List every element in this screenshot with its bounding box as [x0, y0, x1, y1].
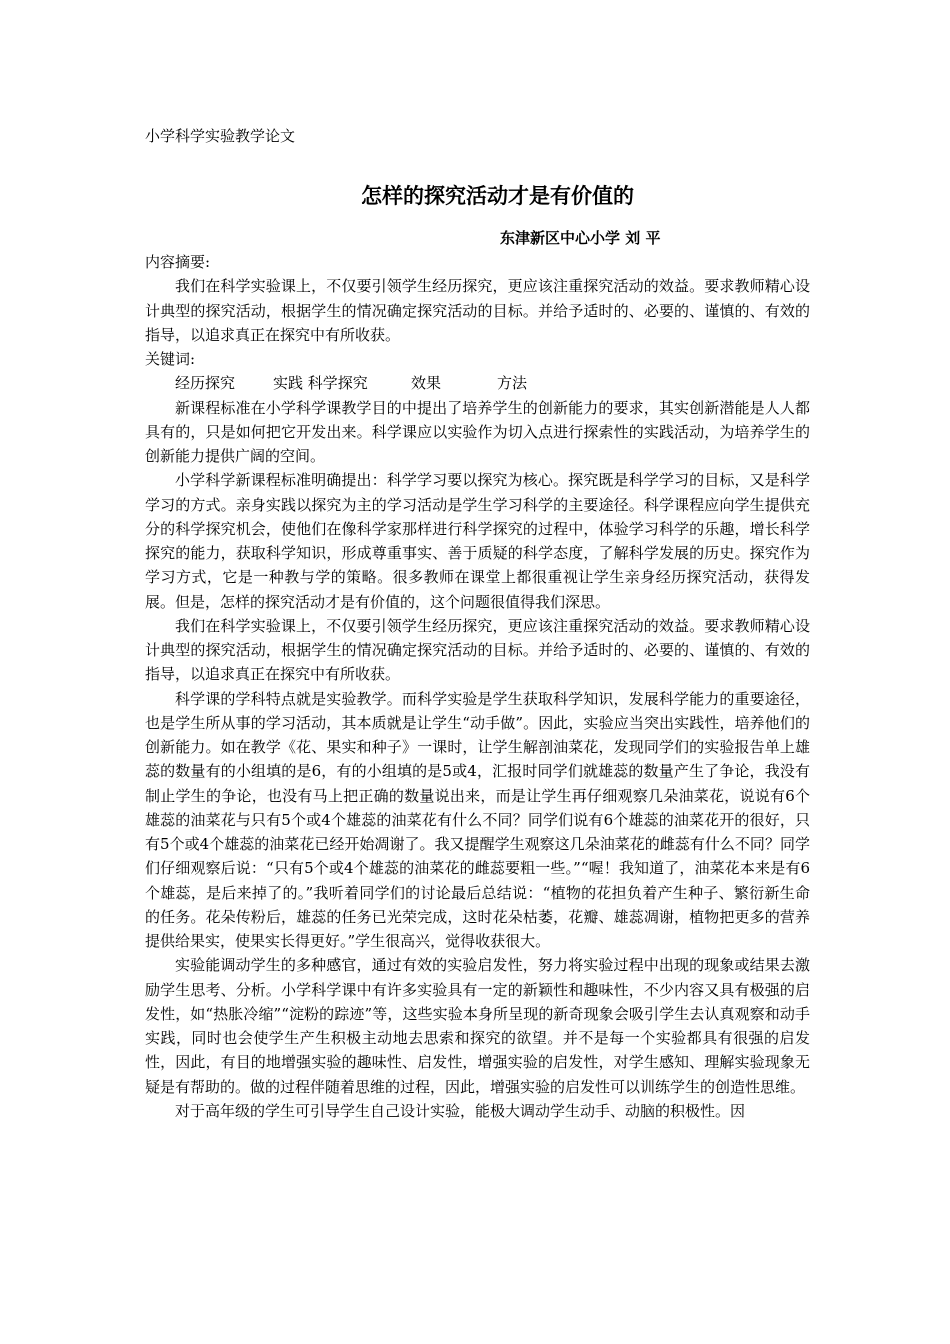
- document-body: [145, 250, 810, 1123]
- keywords-list: [145, 371, 810, 395]
- body-paragraph: 科学课的学科特点就是实验教学。而科学实验是学生获取科学知识，发展科学能力的重要途径，也是学生所从事的学习活动，其本质就是让学生“动手做”。因此，实验应当突出实践性，培养他们的创新能力。如在教学《花、果实和种子》一课时，让学生解剖油菜花，发现同学们的实验报告单上雄蕊的数量有的小组填的是6，有的小组填的是5或4，汇报时同学们就雄蕊的数量产生了争论，我没有制止学生的争论，也没有马上把正确的数量说出来，而是让学生再仔细观察几朵油菜花，说说有6个雄蕊的油菜花与只有5个或4个雄蕊的油菜花有什么不同？同学们说有6个雄蕊的油菜花开的很好，只有5个或4个雄蕊的油菜花已经开始凋谢了。我又提醒学生观察这几朵油菜花的雌蕊有什么不同？同学们仔细观察后说：“只有5个或4个雄蕊的油菜花的雌蕊要粗一些。”“喔！我知道了，油菜花本来是有6个雄蕊，是后来掉了的。”我听着同学们的讨论最后总结说：“植物的花担负着产生种子、繁衍新生命的任务。花朵传粉后，雄蕊的任务已光荣完成，这时花朵枯萎，花瓣、雄蕊凋谢，植物把更多的营养提供给果实，使果实长得更好。”学生很高兴，觉得收获很大。: [145, 689, 810, 950]
- keywords-label: 关键词:: [145, 350, 196, 368]
- body-paragraph: 小学科学新课程标准明确提出：科学学习要以探究为核心。探究既是科学学习的目标，又是科学学习的方式。亲身实践以探究为主的学习活动是学生学习科学的主要途径。科学课程应向学生提供充分的科学探究机会，使他们在像科学家那样进行科学探究的过程中，体验学习科学的乐趣，增长科学探究的能力，获取科学知识，形成尊重事实、善于质疑的科学态度，了解科学发展的历史。探究作为学习方式，它是一种教与学的策略。很多教师在课堂上都很重视让学生亲身经历探究活动，获得发展。但是，怎样的探究活动才是有价值的，这个问题很值得我们深思。: [145, 471, 810, 611]
- document-header: 小学科学实验教学论文: [145, 127, 296, 145]
- body-paragraph: 我们在科学实验课上，不仅要引领学生经历探究，更应该注重探究活动的效益。要求教师精心设计典型的探究活动，根据学生的情况确定探究活动的目标。并给予适时的、必要的、谨慎的、有效的指导，以追求真正在探究中有所收获。: [145, 616, 810, 684]
- keyword-item: 经历探究: [175, 374, 236, 393]
- keyword-item: 方法: [497, 374, 528, 393]
- keyword-item: 效果: [411, 374, 442, 393]
- abstract-text: 我们在科学实验课上，不仅要引领学生经历探究，更应该注重探究活动的效益。要求教师精心设计典型的探究活动，根据学生的情况确定探究活动的目标。并给予适时的、必要的、谨慎的、有效的指导，以追求真正在探究中有所收获。: [145, 277, 810, 344]
- body-paragraph: 实验能调动学生的多种感官，通过有效的实验启发性，努力将实验过程中出现的现象或结果去激励学生思考、分析。小学科学课中有许多实验具有一定的新颖性和趣味性，不少内容又具有极强的启发性，如“热胀冷缩”“淀粉的踪迹”等，这些实验本身所呈现的新奇现象会吸引学生去认真观察和动手实践，同时也会使学生产生积极主动地去思索和探究的欲望。并不是每一个实验都具有很强的启发性，因此，有目的地增强实验的趣味性、启发性，增强实验的启发性，对学生感知、理解实验现象无疑是有帮助的。做的过程伴随着思维的过程，因此，增强实验的启发性可以训练学生的创造性思维。: [145, 956, 810, 1096]
- document-title: 怎样的探究活动才是有价值的: [361, 184, 634, 208]
- body-paragraph: 新课程标准在小学科学课教学目的中提出了培养学生的创新能力的要求，其实创新潜能是人人都具有的，只是如何把它开发出来。科学课应以实验作为切入点进行探索性的实践活动，为培养学生的创新能力提供广阔的空间。: [145, 398, 810, 465]
- author-line: 东津新区中心小学 刘 平: [500, 229, 661, 247]
- abstract-label: 内容摘要:: [145, 253, 211, 271]
- keyword-item: 实践 科学探究: [273, 374, 368, 393]
- body-paragraph: 对于高年级的学生可引导学生自己设计实验，能极大调动学生动手、动脑的积极性。因: [175, 1101, 746, 1120]
